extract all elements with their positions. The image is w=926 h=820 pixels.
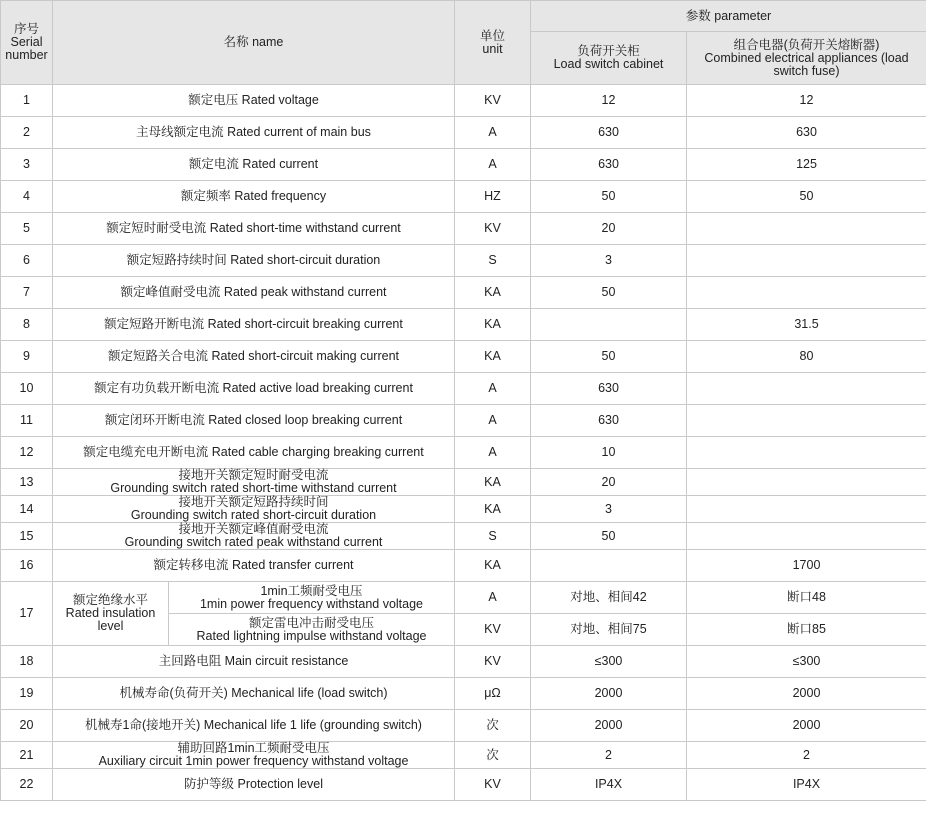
- cell-unit: KV: [455, 213, 531, 245]
- header-load-switch-cabinet: 负荷开关柜 Load switch cabinet: [531, 32, 687, 85]
- table-row: [1, 582, 926, 614]
- cell-name: 接地开关额定短路持续时间 Grounding switch rated short-circuit duration: [53, 496, 455, 523]
- cell-unit: KA: [455, 277, 531, 309]
- cell-combined-appliances: 断口85: [687, 614, 926, 646]
- cell-serial: 5: [1, 213, 53, 245]
- cell-combined-appliances: [687, 523, 926, 550]
- cell-serial: 19: [1, 678, 53, 710]
- cell-combined-appliances: [687, 213, 926, 245]
- cell-unit: KA: [455, 550, 531, 582]
- cell-load-switch-cabinet: IP4X: [531, 769, 687, 801]
- cell-serial: 2: [1, 117, 53, 149]
- cell-combined-appliances: 2000: [687, 710, 926, 742]
- table-row: [1, 117, 926, 149]
- cell-load-switch-cabinet: 50: [531, 181, 687, 213]
- cell-name: 额定短路关合电流 Rated short-circuit making current: [53, 341, 455, 373]
- header-combined-appliances: 组合电器(负荷开关熔断器) Combined electrical appliances (load switch fuse): [687, 32, 926, 85]
- cell-load-switch-cabinet: 630: [531, 117, 687, 149]
- cell-serial: 8: [1, 309, 53, 341]
- cell-serial: 16: [1, 550, 53, 582]
- cell-serial: 17: [1, 582, 53, 646]
- cell-name: 机械寿1命(接地开关) Mechanical life 1 life (grounding switch): [53, 710, 455, 742]
- table-row: [1, 646, 926, 678]
- cell-combined-appliances: 50: [687, 181, 926, 213]
- cell-unit: KV: [455, 646, 531, 678]
- cell-combined-appliances: 80: [687, 341, 926, 373]
- cell-unit: S: [455, 245, 531, 277]
- cell-load-switch-cabinet: 20: [531, 213, 687, 245]
- table-row: [1, 678, 926, 710]
- cell-combined-appliances: 630: [687, 117, 926, 149]
- cell-combined-appliances: 125: [687, 149, 926, 181]
- cell-load-switch-cabinet: [531, 309, 687, 341]
- cell-name: 额定转移电流 Rated transfer current: [53, 550, 455, 582]
- table-row: [1, 550, 926, 582]
- cell-serial: 9: [1, 341, 53, 373]
- table-row: [1, 373, 926, 405]
- cell-load-switch-cabinet: 12: [531, 85, 687, 117]
- cell-load-switch-cabinet: 2000: [531, 678, 687, 710]
- header-serial: 序号 Serial number: [1, 1, 53, 85]
- cell-unit: KA: [455, 469, 531, 496]
- cell-name: 额定短路开断电流 Rated short-circuit breaking current: [53, 309, 455, 341]
- cell-combined-appliances: 2: [687, 742, 926, 769]
- cell-load-switch-cabinet: 对地、相间75: [531, 614, 687, 646]
- cell-serial: 18: [1, 646, 53, 678]
- cell-serial: 1: [1, 85, 53, 117]
- cell-name: 额定闭环开断电流 Rated closed loop breaking current: [53, 405, 455, 437]
- cell-combined-appliances: 2000: [687, 678, 926, 710]
- header-parameter: 参数 parameter: [531, 1, 926, 32]
- cell-unit: A: [455, 437, 531, 469]
- table-row: [1, 469, 926, 496]
- cell-serial: 20: [1, 710, 53, 742]
- cell-serial: 22: [1, 769, 53, 801]
- cell-load-switch-cabinet: 2: [531, 742, 687, 769]
- cell-name: 辅助回路1min工频耐受电压 Auxiliary circuit 1min power frequency withstand voltage: [53, 742, 455, 769]
- cell-unit: A: [455, 149, 531, 181]
- cell-serial: 7: [1, 277, 53, 309]
- cell-name: 1min工频耐受电压 1min power frequency withstand voltage: [169, 582, 455, 614]
- cell-combined-appliances: 12: [687, 85, 926, 117]
- cell-unit: A: [455, 582, 531, 614]
- cell-load-switch-cabinet: 50: [531, 277, 687, 309]
- cell-combined-appliances: IP4X: [687, 769, 926, 801]
- cell-unit: A: [455, 373, 531, 405]
- cell-name: 机械寿命(负荷开关) Mechanical life (load switch): [53, 678, 455, 710]
- cell-name: 额定短时耐受电流 Rated short-time withstand current: [53, 213, 455, 245]
- cell-unit: KV: [455, 85, 531, 117]
- cell-load-switch-cabinet: 50: [531, 523, 687, 550]
- cell-name: 额定电压 Rated voltage: [53, 85, 455, 117]
- cell-load-switch-cabinet: 3: [531, 496, 687, 523]
- cell-unit: 次: [455, 742, 531, 769]
- cell-load-switch-cabinet: [531, 550, 687, 582]
- cell-name: 额定峰值耐受电流 Rated peak withstand current: [53, 277, 455, 309]
- table-row: [1, 85, 926, 117]
- cell-name: 额定短路持续时间 Rated short-circuit duration: [53, 245, 455, 277]
- cell-combined-appliances: [687, 373, 926, 405]
- cell-name: 额定电缆充电开断电流 Rated cable charging breaking current: [53, 437, 455, 469]
- cell-unit: KV: [455, 614, 531, 646]
- cell-serial: 12: [1, 437, 53, 469]
- table-row: [1, 769, 926, 801]
- cell-load-switch-cabinet: ≤300: [531, 646, 687, 678]
- cell-unit: μΩ: [455, 678, 531, 710]
- header-unit: 单位 unit: [455, 1, 531, 85]
- cell-load-switch-cabinet: 20: [531, 469, 687, 496]
- cell-name: 防护等级 Protection level: [53, 769, 455, 801]
- table-row: [1, 149, 926, 181]
- cell-unit: KA: [455, 309, 531, 341]
- cell-name: 额定雷电冲击耐受电压 Rated lightning impulse withstand voltage: [169, 614, 455, 646]
- cell-serial: 3: [1, 149, 53, 181]
- cell-unit: KV: [455, 769, 531, 801]
- cell-serial: 21: [1, 742, 53, 769]
- cell-insulation-group: 额定绝缘水平 Rated insulation level: [53, 582, 169, 646]
- table-header: [1, 1, 926, 85]
- cell-combined-appliances: [687, 437, 926, 469]
- table-row: [1, 213, 926, 245]
- cell-name: 主回路电阻 Main circuit resistance: [53, 646, 455, 678]
- cell-unit: S: [455, 523, 531, 550]
- table-body: [1, 85, 926, 801]
- table-row: [1, 437, 926, 469]
- cell-combined-appliances: [687, 245, 926, 277]
- cell-combined-appliances: 31.5: [687, 309, 926, 341]
- cell-serial: 11: [1, 405, 53, 437]
- cell-name: 接地开关额定短时耐受电流 Grounding switch rated short-time withstand current: [53, 469, 455, 496]
- cell-serial: 4: [1, 181, 53, 213]
- table-row: [1, 245, 926, 277]
- cell-load-switch-cabinet: 对地、相间42: [531, 582, 687, 614]
- table-row: [1, 710, 926, 742]
- table-row: [1, 341, 926, 373]
- cell-combined-appliances: [687, 469, 926, 496]
- cell-load-switch-cabinet: 630: [531, 405, 687, 437]
- cell-unit: KA: [455, 341, 531, 373]
- cell-unit: A: [455, 117, 531, 149]
- cell-combined-appliances: [687, 277, 926, 309]
- cell-combined-appliances: ≤300: [687, 646, 926, 678]
- table-row: [1, 181, 926, 213]
- cell-load-switch-cabinet: 2000: [531, 710, 687, 742]
- cell-combined-appliances: 1700: [687, 550, 926, 582]
- cell-combined-appliances: [687, 405, 926, 437]
- cell-name: 额定频率 Rated frequency: [53, 181, 455, 213]
- cell-unit: KA: [455, 496, 531, 523]
- cell-serial: 10: [1, 373, 53, 405]
- cell-unit: 次: [455, 710, 531, 742]
- cell-serial: 14: [1, 496, 53, 523]
- cell-combined-appliances: [687, 496, 926, 523]
- cell-name: 接地开关额定峰值耐受电流 Grounding switch rated peak withstand current: [53, 523, 455, 550]
- table-row: [1, 405, 926, 437]
- cell-name: 额定有功负载开断电流 Rated active load breaking current: [53, 373, 455, 405]
- cell-load-switch-cabinet: 10: [531, 437, 687, 469]
- table-row: [1, 309, 926, 341]
- table-row: [1, 523, 926, 550]
- header-name: 名称 name: [53, 1, 455, 85]
- cell-load-switch-cabinet: 50: [531, 341, 687, 373]
- cell-serial: 6: [1, 245, 53, 277]
- cell-load-switch-cabinet: 3: [531, 245, 687, 277]
- table-row: [1, 742, 926, 769]
- cell-unit: A: [455, 405, 531, 437]
- cell-name: 额定电流 Rated current: [53, 149, 455, 181]
- table-row: [1, 277, 926, 309]
- cell-serial: 13: [1, 469, 53, 496]
- cell-serial: 15: [1, 523, 53, 550]
- table-row: [1, 496, 926, 523]
- cell-unit: HZ: [455, 181, 531, 213]
- cell-load-switch-cabinet: 630: [531, 373, 687, 405]
- cell-combined-appliances: 断口48: [687, 582, 926, 614]
- cell-load-switch-cabinet: 630: [531, 149, 687, 181]
- cell-name: 主母线额定电流 Rated current of main bus: [53, 117, 455, 149]
